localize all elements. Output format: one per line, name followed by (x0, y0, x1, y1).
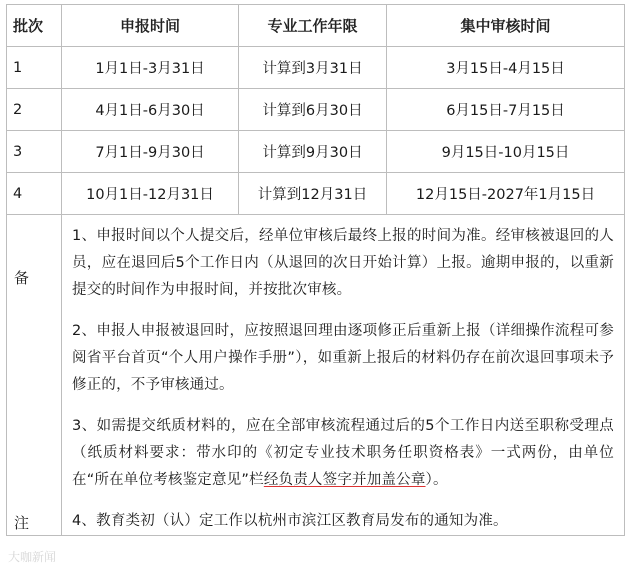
cell-apply-time: 10月1日-12月31日 (62, 173, 239, 215)
note-item-3-underlined: 经负责人签字并加盖公章 (263, 472, 426, 488)
cell-work-years: 计算到9月30日 (239, 131, 387, 173)
note-item-3 (72, 413, 614, 494)
note-item: 2、申报人申报被退回时，应按照退回理由逐项修正后重新上报（详细操作流程可参阅省平台首页“个人用户操作手册”），如重新上报后的材料仍存在前次退回事项未予修正的，不予审核通过。 (72, 323, 614, 393)
cell-apply-time: 7月1日-9月30日 (62, 131, 239, 173)
notes-label-top: 备 (14, 269, 30, 287)
cell-batch: 1 (7, 47, 62, 89)
header-batch: 批次 (7, 5, 62, 47)
cell-work-years: 计算到6月30日 (239, 89, 387, 131)
cell-apply-time: 1月1日-3月31日 (62, 47, 239, 89)
table-row (7, 173, 625, 215)
note-item: 1、申报时间以个人提交后，经单位审核后最终上报的时间为准。经审核被退回的人员，应在退回后5个工作日内（从退回的次日开始计算）上报。逾期申报的，以重新提交的时间作为申报时间，并按批次审核。 (72, 228, 614, 298)
watermark: 大咖新闻 (8, 550, 57, 564)
header-work-years: 专业工作年限 (239, 5, 387, 47)
cell-review-time: 12月15日-2027年1月15日 (387, 173, 625, 215)
header-apply-time: 申报时间 (62, 5, 239, 47)
notes-row (7, 215, 625, 536)
cell-batch: 2 (7, 89, 62, 131)
table-row (7, 131, 625, 173)
note-item-3-text: 3、如需提交纸质材料的，应在全部审核流程通过后的5个工作日内送至职称受理点（纸质材料要求：带水印的《初定专业技术职务任职资格表》一式两份，由单位在“所在单位考核鉴定意见”栏 (72, 418, 614, 488)
header-review-time: 集中审核时间 (387, 5, 625, 47)
notes-label (7, 215, 62, 536)
note-item: 4、教育类初（认）定工作以杭州市滨江区教育局发布的通知为准。 (72, 513, 508, 529)
notes-label-bottom: 注 (14, 514, 30, 532)
notes-body (62, 215, 625, 536)
cell-review-time: 9月15日-10月15日 (387, 131, 625, 173)
cell-apply-time: 4月1日-6月30日 (62, 89, 239, 131)
cell-batch: 4 (7, 173, 62, 215)
table-row (7, 47, 625, 89)
cell-work-years: 计算到3月31日 (239, 47, 387, 89)
schedule-table (6, 4, 625, 536)
cell-review-time: 6月15日-7月15日 (387, 89, 625, 131)
cell-batch: 3 (7, 131, 62, 173)
table-row (7, 89, 625, 131)
note-item-3-tail: ）。 (425, 472, 448, 488)
table-header-row (7, 5, 625, 47)
cell-work-years: 计算到12月31日 (239, 173, 387, 215)
cell-review-time: 3月15日-4月15日 (387, 47, 625, 89)
